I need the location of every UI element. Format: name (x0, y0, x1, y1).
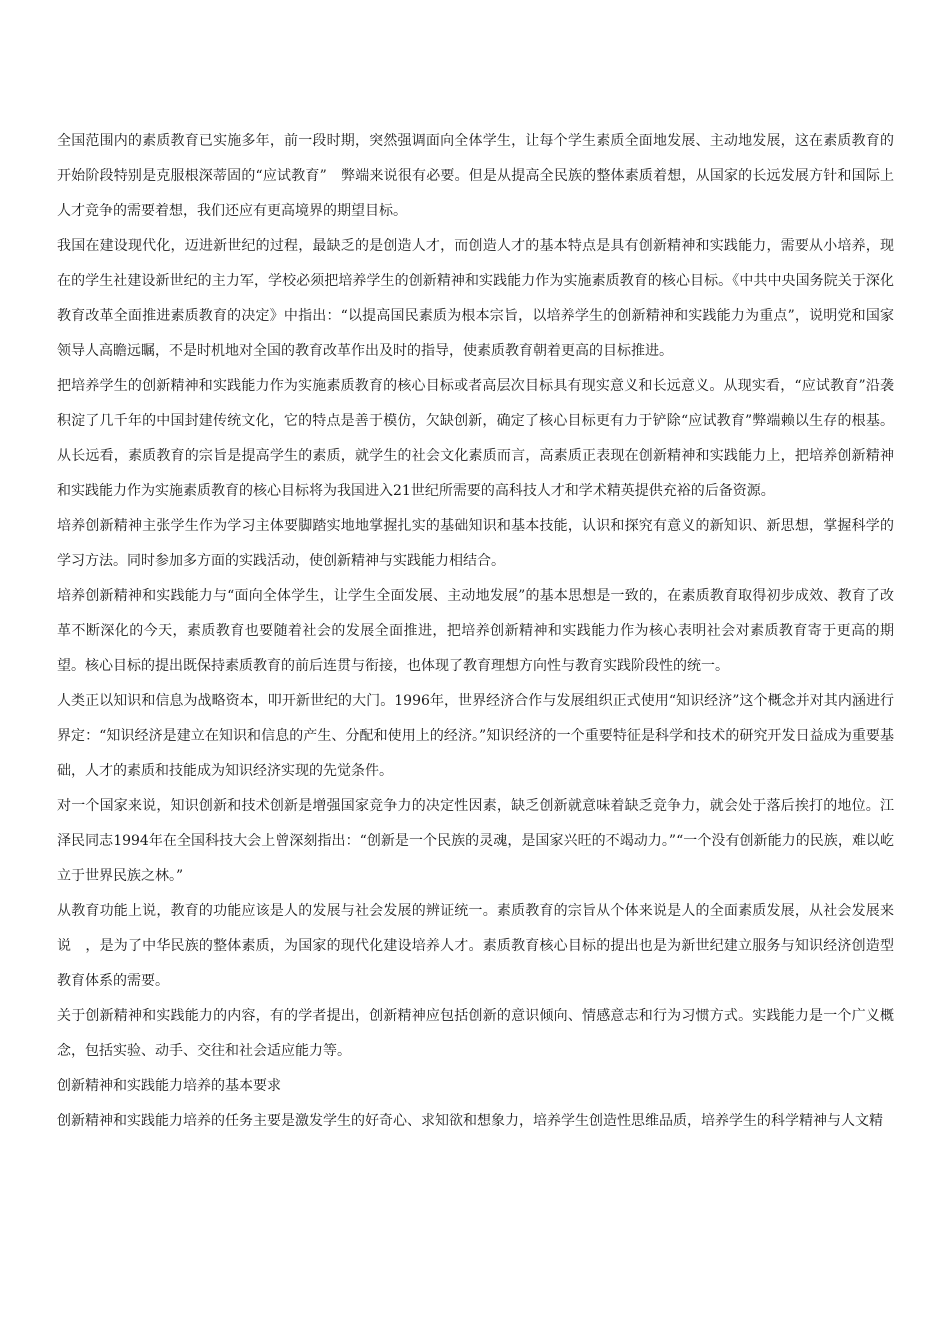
document-body (57, 124, 894, 1139)
paragraph-2: 我国在建设现代化，迈进新世纪的过程，最缺乏的是创造人才，而创造人才的基本特点是具有创新精神和实践能力，需要从小培养，现在的学生社建设新世纪的主力军，学校必须把培养学生的创新精神和实践能力作为实施素质教育的核心目标。《中共中央国务院关于深化教育改革全面推进素质教育的决定》中指出：“以提高国民素质为根本宗旨，以培养学生的创新精神和实践能力为重点”，说明党和国家领导人高瞻远瞩，不是时机地对全国的教育改革作出及时的指导，使素质教育朝着更高的目标推进。 (57, 238, 894, 359)
paragraph-9: 关于创新精神和实践能力的内容，有的学者提出，创新精神应包括创新的意识倾向、情感意志和行为习惯方式。实践能力是一个广义概念，包括实验、动手、交往和社会适应能力等。 (57, 1008, 894, 1059)
paragraph-10: 创新精神和实践能力培养的任务主要是激发学生的好奇心、求知欲和想象力，培养学生创造性思维品质，培养学生的科学精神与人文精 (57, 1113, 883, 1129)
section-heading: 创新精神和实践能力培养的基本要求 (57, 1078, 281, 1094)
paragraph-8: 从教育功能上说，教育的功能应该是人的发展与社会发展的辨证统一。素质教育的宗旨从个体来说是人的全面素质发展，从社会发展来说 ，是为了中华民族的整体素质，为国家的现代化建设培养人才。素质教育核心目标的提出也是为新世纪建立服务与知识经济创造型教育体系的需要。 (57, 903, 894, 989)
paragraph-4: 培养创新精神主张学生作为学习主体要脚踏实地地掌握扎实的基础知识和基本技能，认识和探究有意义的新知识、新思想，掌握科学的学习方法。同时参加多方面的实践活动，使创新精神与实践能力相结合。 (57, 518, 894, 569)
paragraph-6: 人类正以知识和信息为战略资本，叩开新世纪的大门。1996年，世界经济合作与发展组织正式使用“知识经济”这个概念并对其内涵进行界定：“知识经济是建立在知识和信息的产生、分配和使用上的经济。”知识经济的一个重要特征是科学和技术的研究开发日益成为重要基础，人才的素质和技能成为知识经济实现的先觉条件。 (57, 693, 894, 779)
paragraph-1: 全国范围内的素质教育已实施多年，前一段时期，突然强调面向全体学生，让每个学生素质全面地发展、主动地发展，这在素质教育的开始阶段特别是克服根深蒂固的“应试教育” 弊端来说很有必要。但是从提高全民族的整体素质着想，从国家的长远发展方针和国际上人才竞争的需要着想，我们还应有更高境界的期望目标。 (57, 133, 894, 219)
paragraph-3: 把培养学生的创新精神和实践能力作为实施素质教育的核心目标或者高层次目标具有现实意义和长远意义。从现实看，“应试教育”沿袭积淀了几千年的中国封建传统文化，它的特点是善于模仿，欠缺创新，确定了核心目标更有力于铲除“应试教育”弊端赖以生存的根基。从长远看，素质教育的宗旨是提高学生的素质，就学生的社会文化素质而言，高素质正表现在创新精神和实践能力上，把培养创新精神和实践能力作为实施素质教育的核心目标将为我国进入21世纪所需要的高科技人才和学术精英提供充裕的后备资源。 (57, 378, 894, 499)
paragraph-5: 培养创新精神和实践能力与“面向全体学生，让学生全面发展、主动地发展”的基本思想是一致的，在素质教育取得初步成效、教育了改革不断深化的今天，素质教育也要随着社会的发展全面推进，把培养创新精神和实践能力作为核心表明社会对素质教育寄于更高的期望。核心目标的提出既保持素质教育的前后连贯与衔接，也体现了教育理想方向性与教育实践阶段性的统一。 (57, 588, 894, 674)
paragraph-7: 对一个国家来说，知识创新和技术创新是增强国家竞争力的决定性因素，缺乏创新就意味着缺乏竞争力，就会处于落后挨打的地位。江泽民同志1994年在全国科技大会上曾深刻指出：“创新是一个民族的灵魂，是国家兴旺的不竭动力。”“一个没有创新能力的民族，难以屹立于世界民族之林。” (57, 798, 894, 884)
